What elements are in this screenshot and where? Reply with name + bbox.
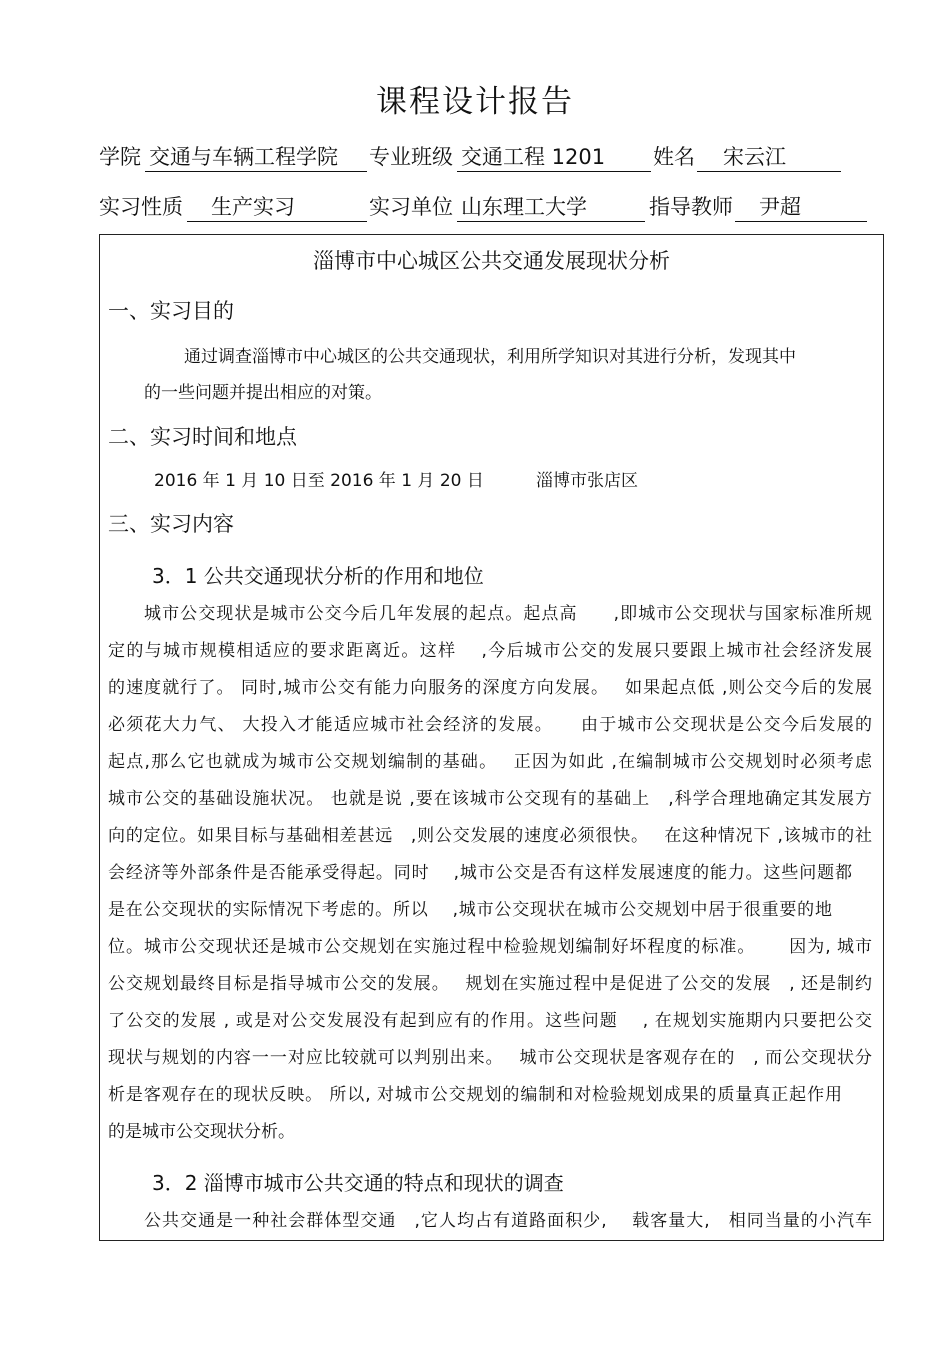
nature-value: 生产实习 — [187, 193, 367, 222]
sub-heading-3-1: 3．1 公共交通现状分析的作用和地位 — [152, 564, 484, 588]
section-heading-purpose: 一、实习目的 — [108, 299, 234, 323]
paragraph-line: 位。城市公交现状还是城市公交规划在实施过程中检验规划编制好坏程度的标准。 因为, 城市 — [108, 937, 872, 957]
paragraph-line: 会经济等外部条件是否能承受得起。同时 ,城市公交是否有这样发展速度的能力。这些问题都 — [108, 863, 852, 883]
class-value: 交通工程 1201 — [457, 143, 651, 172]
name-label: 姓名 — [653, 145, 695, 169]
paragraph-line: 城市公交的基础设施状况。 也就是说 ,要在该城市公交现有的基础上 ,科学合理地确定其发展方 — [108, 789, 872, 809]
paragraph-line: 了公交的发展 , 或是对公交发展没有起到应有的作用。这些问题 , 在规划实施期内只要把公交 — [108, 1011, 872, 1031]
teacher-value: 尹超 — [735, 193, 867, 222]
paragraph-line: 公交规划最终目标是指导城市公交的发展。 规划在实施过程中是促进了公交的发展 , 还是制约 — [108, 974, 872, 994]
nature-label: 实习性质 — [99, 195, 183, 219]
internship-place: 淄博市张店区 — [536, 471, 638, 491]
class-label: 专业班级 — [369, 145, 453, 169]
info-row-1 — [99, 143, 859, 173]
paragraph-line: 城市公交现状是城市公交今后几年发展的起点。起点高 ,即城市公交现状与国家标准所规 — [144, 604, 872, 624]
paragraph-line: 向的定位。如果目标与基础相差甚远 ,则公交发展的速度必须很快。 在这种情况下 ,该城市的社 — [108, 826, 872, 846]
name-value: 宋云江 — [697, 143, 841, 172]
unit-label: 实习单位 — [369, 195, 453, 219]
info-row-2 — [99, 193, 879, 223]
paragraph-line: 必须花大力气、 大投入才能适应城市社会经济的发展。 由于城市公交现状是公交今后发展的 — [108, 715, 872, 735]
paragraph-line: 的是城市公交现状分析。 — [108, 1122, 295, 1142]
section-heading-content: 三、实习内容 — [108, 512, 234, 536]
report-title: 淄博市中心城区公共交通发展现状分析 — [313, 249, 670, 273]
paragraph-line: 定的与城市规模相适应的要求距离近。这样 ,今后城市公交的发展只要跟上城市社会经济发展 — [108, 641, 872, 661]
paragraph-line: 起点,那么它也就成为城市公交规划编制的基础。 正因为如此 ,在编制城市公交规划时必须考虑 — [108, 752, 872, 772]
unit-value: 山东理工大学 — [457, 193, 645, 222]
teacher-label: 指导教师 — [649, 195, 733, 219]
sub-heading-3-2: 3．2 淄博市城市公共交通的特点和现状的调查 — [152, 1171, 564, 1195]
paragraph-line: 现状与规划的内容一一对应比较就可以判别出来。 城市公交现状是客观存在的 , 而公交现状分 — [108, 1048, 872, 1068]
paragraph-line: 析是客观存在的现状反映。 所以, 对城市公交规划的编制和对检验规划成果的质量真正起作用 — [108, 1085, 842, 1105]
paragraph-line: 公共交通是一种社会群体型交通 ,它人均占有道路面积少, 载客量大, 相同当量的小汽车 — [144, 1211, 872, 1231]
purpose-line: 通过调查淄博市中心城区的公共交通现状，利用所学知识对其进行分析，发现其中 — [184, 347, 796, 367]
section-heading-time-place: 二、实习时间和地点 — [108, 425, 297, 449]
paragraph-line: 的速度就行了。 同时,城市公交有能力向服务的深度方向发展。 如果起点低 ,则公交今后的发展 — [108, 678, 872, 698]
college-value: 交通与车辆工程学院 — [145, 143, 367, 172]
purpose-line: 的一些问题并提出相应的对策。 — [144, 383, 382, 403]
paragraph-line: 是在公交现状的实际情况下考虑的。所以 ,城市公交现状在城市公交规划中居于很重要的地 — [108, 900, 832, 920]
college-label: 学院 — [99, 145, 141, 169]
report-box — [99, 234, 884, 1241]
internship-time: 2016 年 1 月 10 日至 2016 年 1 月 20 日 — [154, 471, 484, 491]
document-title: 课程设计报告 — [376, 84, 574, 120]
